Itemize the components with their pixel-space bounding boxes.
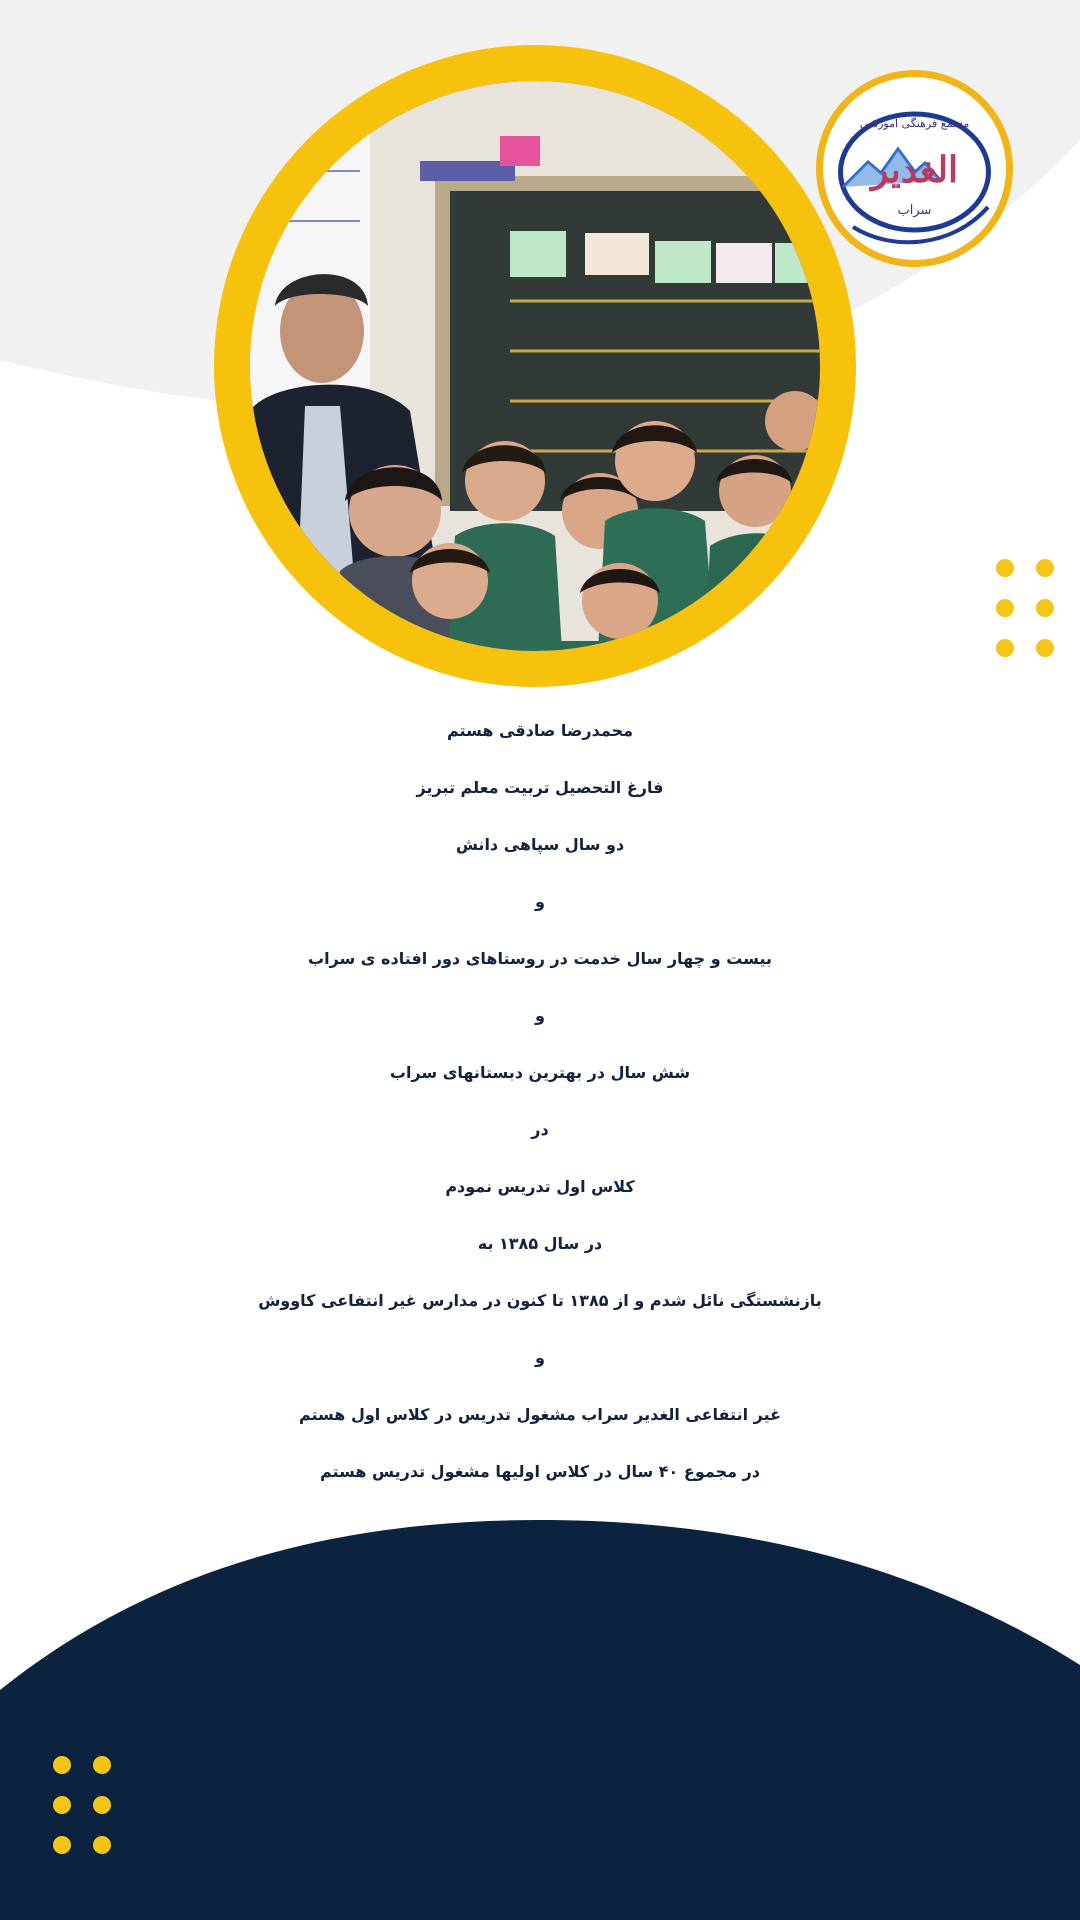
teacher-photo-frame [214,45,856,687]
dot-pattern-left [53,1756,111,1854]
bio-line: و [535,892,545,911]
bio-line: دو سال سپاهی دانش [455,835,625,854]
school-logo [823,77,1006,260]
bio-line: کلاس اول تدریس نمودم [445,1177,635,1196]
bio-line: شش سال در بهترین دبستانهای سراب [389,1063,691,1082]
bio-line: در مجموع ۴۰ سال در کلاس اولیها مشغول تدریس هستم [320,1462,760,1481]
navy-bottom-arc [0,1520,1080,1920]
bio-line: بازنشستگی نائل شدم و از ۱۳۸۵ تا کنون در مدارس غیر انتفاعی کاووش [258,1291,822,1310]
dot-pattern-right [996,559,1054,657]
school-logo-frame [816,70,1013,267]
logo-tagline: مجتمع فرهنگی آموزشی [859,117,970,130]
bio-line: در [531,1120,549,1139]
bio-line: فارغ التحصیل تربیت معلم تبریز [416,778,664,797]
bio-line: غیر انتفاعی الغدیر سراب مشغول تدریس در کلاس اول هستم [298,1405,782,1424]
logo-city: سراب [897,203,932,218]
logo-name: الغدیر [870,149,959,191]
bio-line: در سال ۱۳۸۵ به [477,1234,603,1253]
bio-line: و [535,1348,545,1367]
bio-line: بیست و چهار سال خدمت در روستاهای دور افتاده ی سراب [307,949,772,968]
bio-line: و [535,1006,545,1025]
teacher-photo [250,81,820,651]
bio-line: محمدرضا صادقی هستم [446,721,634,740]
bio-text [0,702,1080,1500]
